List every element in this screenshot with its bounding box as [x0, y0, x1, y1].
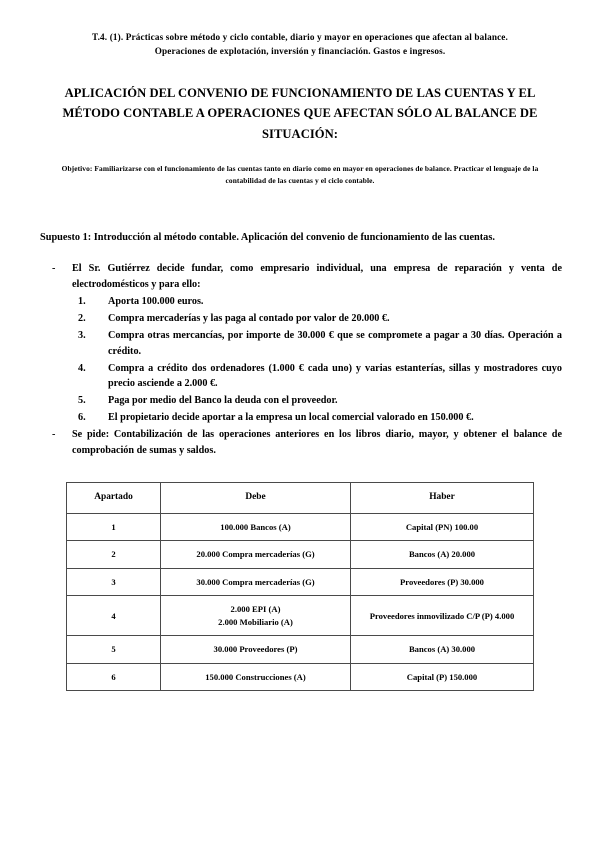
- cell-haber: [351, 596, 534, 636]
- title-line-1: APLICACIÓN DEL CONVENIO DE FUNCIONAMIENTO DE LAS CUENTAS Y EL MÉTODO: [62, 85, 536, 121]
- list-item: [72, 311, 562, 327]
- cell-haber-line: Bancos (A) 20.000: [408, 549, 476, 560]
- cell-debe: [161, 541, 351, 568]
- supuesto-heading: Supuesto 1: Introducción al método contable. Aplicación del convenio de funcionamiento de las cuentas.: [40, 231, 495, 243]
- ledger-table-container: [66, 482, 533, 691]
- cell-haber-line: Bancos (A) 30.000: [408, 644, 476, 655]
- table-row: [67, 663, 534, 690]
- list-item-label: Aporta 100.000 euros.: [108, 296, 204, 308]
- list-item-number: 3.: [78, 330, 86, 342]
- cell-debe-line: 100.000 Bancos (A): [220, 522, 291, 533]
- list-item-label: Paga por medio del Banco la deuda con el proveedor.: [108, 395, 338, 407]
- list-item: [72, 294, 562, 310]
- table-header: [67, 483, 534, 514]
- objective-text: Objetivo: Familiarizarse con el funcionamiento de las cuentas tanto en diario como en mayor en operaciones de balance. Practicar el lenguaje de la contabilidad de las cuentas y el ciclo contable.: [61, 163, 539, 186]
- cell-debe: [161, 663, 351, 690]
- column-header-haber: Haber: [351, 483, 534, 514]
- cell-haber: [351, 636, 534, 663]
- list-item-number: 4.: [78, 362, 86, 374]
- list-item: [72, 410, 562, 426]
- cell-haber-line: Proveedores (P) 30.000: [400, 576, 484, 587]
- cell-haber-line: Capital (PN) 100.00: [405, 522, 479, 533]
- list-item-se-pide: [38, 427, 562, 458]
- column-header-apartado: Apartado: [67, 483, 161, 514]
- list-item-label: El propietario decide aportar a la empresa un local comercial valorado en 150.000 €.: [108, 412, 474, 424]
- cell-haber: [351, 514, 534, 541]
- cell-debe-line: 150.000 Construcciones (A): [205, 671, 306, 682]
- cell-haber: [351, 568, 534, 595]
- cell-apartado: 5: [67, 636, 161, 663]
- list-item-label: Compra mercaderías y las paga al contado por valor de 20.000 €.: [108, 313, 390, 325]
- table-row: [67, 514, 534, 541]
- cell-debe-line: 2.000 Mobiliario (A): [218, 616, 293, 627]
- cell-debe-line: 30.000 Proveedores (P): [213, 644, 298, 655]
- cell-haber: [351, 663, 534, 690]
- list-item-se-pide-label: Se pide: Contabilización de las operaciones anteriores en los libros diario, mayor, y obtener el balance de comprobación de sumas y saldos.: [72, 429, 562, 456]
- table-header-row: [67, 483, 534, 514]
- list-item: [72, 393, 562, 409]
- list-item-number: 1.: [78, 296, 86, 308]
- table-body: [67, 514, 534, 691]
- table-row: [67, 596, 534, 636]
- cell-haber: [351, 541, 534, 568]
- document-header: [46, 30, 554, 59]
- cell-apartado: 1: [67, 514, 161, 541]
- cell-debe-line: 2.000 EPI (A): [230, 604, 281, 615]
- cell-debe: [161, 514, 351, 541]
- cell-debe: [161, 596, 351, 636]
- list-item-number: 5.: [78, 395, 86, 407]
- table-row: [67, 636, 534, 663]
- cell-apartado: 4: [67, 596, 161, 636]
- dash-bullet-icon: -: [52, 429, 56, 441]
- cell-debe: [161, 568, 351, 595]
- table-row: [67, 568, 534, 595]
- cell-haber-line: Proveedores inmovilizado C/P (P) 4.000: [369, 610, 515, 621]
- title-line-2: CONTABLE A OPERACIONES QUE AFECTAN SÓLO AL BALANCE DE SITUACIÓN:: [123, 106, 538, 142]
- cell-haber-line: Capital (P) 150.000: [406, 671, 478, 682]
- dash-bullet-icon: -: [52, 263, 56, 275]
- header-line-1: T.4. (1). Prácticas sobre método y ciclo contable, diario y mayor en operaciones que afectan al balance.: [92, 32, 508, 42]
- list-item-number: 2.: [78, 313, 86, 325]
- list-item: [72, 361, 562, 392]
- cell-apartado: 3: [67, 568, 161, 595]
- numbered-operations-list: [72, 294, 562, 426]
- list-item-label: Compra otras mercancías, por importe de 30.000 € que se compromete a pagar a 30 días. Operación a crédito.: [108, 330, 562, 357]
- cell-debe-line: 30.000 Compra mercaderías (G): [196, 576, 315, 587]
- list-item-label: Compra a crédito dos ordenadores (1.000 € cada uno) y varias estanterías, sillas y mostradores cuyo precio asciende a 2.000 €.: [108, 362, 562, 390]
- cell-apartado: 2: [67, 541, 161, 568]
- cell-debe: [161, 636, 351, 663]
- ledger-table: [66, 482, 534, 691]
- cell-debe-line: 20.000 Compra mercaderías (G): [196, 549, 315, 560]
- header-line-2: Operaciones de explotación, inversión y financiación. Gastos e ingresos.: [154, 46, 446, 57]
- list-item-intro: [38, 261, 562, 426]
- page-title: [50, 83, 550, 145]
- cell-apartado: 6: [67, 663, 161, 690]
- table-row: [67, 541, 534, 568]
- list-item-intro-label: El Sr. Gutiérrez decide fundar, como empresario individual, una empresa de reparación y venta de electrodomésticos y para ello:: [72, 263, 562, 290]
- list-item: [72, 328, 562, 359]
- list-item-number: 6.: [78, 412, 86, 424]
- operations-list: [38, 261, 562, 458]
- column-header-debe: Debe: [161, 483, 351, 514]
